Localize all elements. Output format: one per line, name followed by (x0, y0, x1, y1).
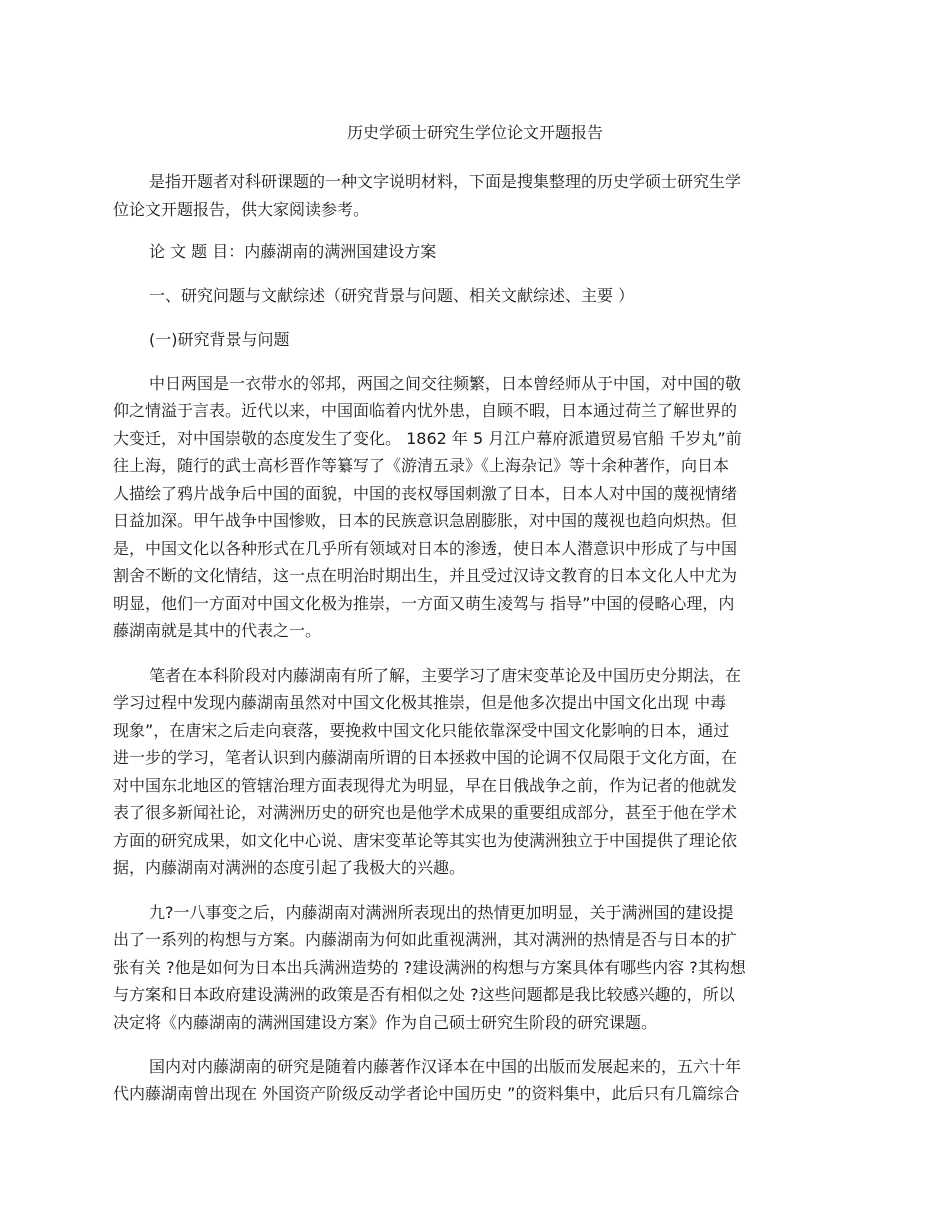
subsection-heading: (一)研究背景与问题 (149, 330, 290, 349)
paragraph-line: 国内对内藤湖南的研究是随着内藤著作汉译本在中国的出版而发展起来的，五六十年 (149, 1057, 742, 1076)
paragraph-line: 现象”，在唐宋之后走向衰落，要挽救中国文化只能依靠深受中国文化影响的日本，通过 (113, 721, 730, 740)
paragraph-line: 表了很多新闻社论，对满洲历史的研究也是他学术成果的重要组成部分，甚至于他在学术 (113, 803, 738, 822)
paragraph-line: 九?一八事变之后，内藤湖南对满洲所表现出的热情更加明显，关于满洲国的建设提 (149, 903, 734, 922)
paragraph-line: 位论文开题报告，供大家阅读参考。 (113, 200, 370, 219)
paragraph-line: 对中国东北地区的管辖治理方面表现得尤为明显，早在日俄战争之前，作为记者的他就发 (113, 776, 738, 795)
paragraph-line: 张有关 ?他是如何为日本出兵满洲造势的 ?建设满洲的构想与方案具体有哪些内容 ?其构想 (113, 958, 746, 977)
paragraph-line: 决定将《内藤湖南的满洲国建设方案》作为自己硕士研究生阶段的研究课题。 (113, 1013, 658, 1032)
paragraph-line: 是，中国文化以各种形式在几乎所有领域对日本的渗透，使日本人潜意识中形成了与中国 (113, 539, 738, 558)
paragraph-line: 代内藤湖南曾出现在 外国资产阶级反动学者论中国历史 ”的资料集中，此后只有几篇综合 (113, 1084, 740, 1103)
paragraph-line: 笔者在本科阶段对内藤湖南有所了解，主要学习了唐宋变革论及中国历史分期法，在 (149, 666, 742, 685)
paragraph-line: 与方案和日本政府建设满洲的政策是否有相似之处 ?这些问题都是我比较感兴趣的，所以 (113, 985, 735, 1004)
paragraph-line: 人描绘了鸦片战争后中国的面貌，中国的丧权辱国刺激了日本，日本人对中国的蔑视情绪 (113, 484, 738, 503)
paragraph-line: 据，内藤湖南对满洲的态度引起了我极大的兴趣。 (113, 858, 466, 877)
paragraph-line: 明显，他们一方面对中国文化极为推崇，一方面又萌生凌驾与 指导”中国的侵略心理，内 (113, 594, 735, 613)
paragraph-line: 藤湖南就是其中的代表之一。 (113, 621, 322, 640)
paragraph-line: 仰之情溢于言表。近代以来，中国面临着内忧外患，自顾不暇，日本通过荷兰了解世界的 (113, 401, 738, 420)
thesis-topic: 论 文 题 目：内藤湖南的满洲国建设方案 (149, 242, 437, 261)
paragraph-line: 往上海，随行的武士高杉晋作等纂写了《游清五录》《上海杂记》等十余种著作，向日本 (113, 456, 730, 475)
paragraph-line: 是指开题者对科研课题的一种文字说明材料，下面是搜集整理的历史学硕士研究生学 (149, 172, 742, 191)
paragraph-line: 方面的研究成果，如文化中心说、唐宋变革论等其实也为使满洲独立于中国提供了理论依 (113, 831, 738, 850)
paragraph-line: 中日两国是一衣带水的邻邦，两国之间交往频繁，日本曾经师从于中国，对中国的敬 (149, 374, 742, 393)
paragraph-line: 进一步的学习，笔者认识到内藤湖南所谓的日本拯救中国的论调不仅局限于文化方面，在 (113, 748, 738, 767)
paragraph-line: 割舍不断的文化情结，这一点在明治时期出生，并且受过汉诗文教育的日本文化人中尤为 (113, 566, 738, 585)
paragraph-line: 出了一系列的构想与方案。内藤湖南为何如此重视满洲，其对满洲的热情是否与日本的扩 (113, 930, 738, 949)
paragraph-line: 日益加深。甲午战争中国惨败，日本的民族意识急剧膨胀，对中国的蔑视也趋向炽热。但 (113, 511, 738, 530)
paragraph-line: 大变迁，对中国崇敬的态度发生了变化。 1862 年 5 月江户幕府派遣贸易官船 千岁丸”前 (113, 429, 742, 448)
section-heading: 一、研究问题与文献综述（研究背景与问题、相关文献综述、主要 ） (149, 286, 635, 305)
document-title: 历史学硕士研究生学位论文开题报告 (346, 123, 603, 142)
paragraph-line: 学习过程中发现内藤湖南虽然对中国文化极其推崇，但是他多次提出中国文化出现 中毒 (113, 693, 727, 712)
